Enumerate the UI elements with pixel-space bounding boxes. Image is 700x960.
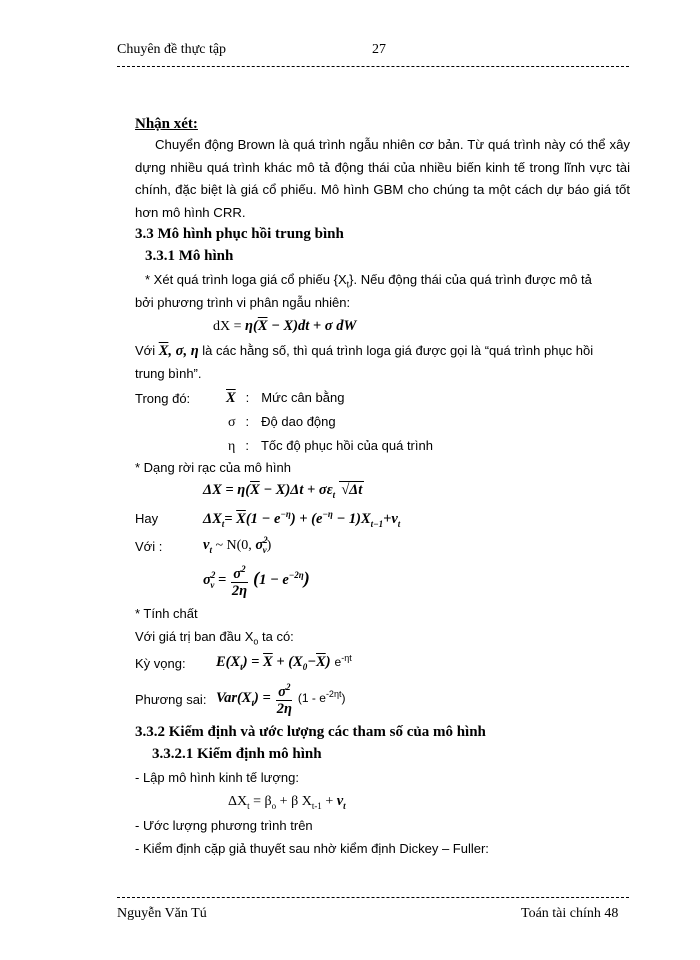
- properties-title: * Tính chất: [135, 606, 198, 621]
- where-item-volatility: σ : Độ dao động: [228, 414, 336, 430]
- bullet-dickey-fuller: - Kiểm định cặp giả thuyết sau nhờ kiểm định Dickey – Fuller:: [135, 841, 489, 856]
- where-item-speed: η : Tốc độ phục hồi của quá trình: [228, 438, 433, 454]
- equation-sde: dX = $\eta(\overline{X} - X)dt + \sigma$ dW: [213, 318, 357, 334]
- voi-label: Với :: [135, 539, 163, 554]
- where-item-equilibrium: $\overline{X}$ : Mức cân bằng: [226, 390, 345, 406]
- heading-3-3: 3.3 Mô hình phục hồi trung bình: [135, 226, 344, 242]
- footer-divider: [117, 897, 629, 898]
- initial-value-line: Với giá trị ban đầu $X_o$ ta có:: [135, 629, 294, 647]
- equation-discrete-alt: $\Delta X_t= \overline{X}(1 - e^{-\eta}) + (e^{-\eta} - 1)X_{t-1}+\nu_t$: [203, 509, 401, 529]
- footer-author: Nguyễn Văn Tú: [117, 906, 207, 921]
- heading-3-3-1: 3.3.1 Mô hình: [145, 248, 234, 264]
- equation-regression: $\Delta X_t = \beta_o + \beta$ $X_{t-1} + \nu_t$: [228, 793, 346, 811]
- heading-3-3-2: 3.3.2 Kiểm định và ước lượng các tham số của mô hình: [135, 724, 486, 740]
- where-label: Trong đó:: [135, 391, 191, 406]
- equation-noise-variance: $\sigma^2_\nu$ = $\frac{\sigma^2}{2\eta}$ $(1 - e^{-2\eta})$: [203, 564, 310, 599]
- intro-line-1: * Xét quá trình loga giá cổ phiếu $\{X_t\}$. Nếu động thái của quá trình được mô tả: [145, 272, 592, 290]
- bullet-estimate: - Ước lượng phương trình trên: [135, 818, 313, 833]
- hay-label: Hay: [135, 511, 159, 526]
- remark-title: Nhận xét:: [135, 116, 198, 132]
- bullet-econometric-model: - Lập mô hình kinh tế lượng:: [135, 770, 299, 785]
- footer-course: Toán tài chính 48: [521, 906, 619, 921]
- variance-formula: $Var(X_t)$ = $\frac{\sigma^2}{2\eta}$ $(1 - e^{-2\eta t})$: [216, 682, 346, 717]
- header-page-number: 27: [372, 42, 386, 57]
- expectation-label: Kỳ vọng:: [135, 656, 186, 671]
- discrete-title: * Dạng rời rạc của mô hình: [135, 460, 291, 475]
- intro-line-2: bởi phương trình vi phân ngẫu nhiên:: [135, 295, 351, 310]
- constants-line-1: Với $\overline{X}$, σ, η là các hằng số, thì quá trình loga giá được gọi là “quá trình phục hồi: [135, 343, 594, 359]
- equation-discrete: $\Delta X = \eta(\overline{X} - X)\Delta t + \sigma\varepsilon_t$ √Δt: [203, 482, 363, 500]
- variance-label: Phương sai:: [135, 692, 207, 707]
- expectation-formula: $E(X_t) = \overline{X} + (X_0-\overline{X})$ $e^{-\eta t}$: [216, 653, 352, 672]
- equation-noise: $\nu_t$ ~ N(0, $\sigma^2_\nu$): [203, 535, 272, 555]
- header-divider: [117, 66, 629, 67]
- heading-3-3-2-1: 3.3.2.1 Kiểm định mô hình: [152, 746, 322, 762]
- header-title: Chuyên đề thực tập: [117, 42, 227, 57]
- constants-line-2: trung bình”.: [135, 366, 202, 381]
- remark-paragraph: Chuyển động Brown là quá trình ngẫu nhiên cơ bản. Từ quá trình này có thể xây dựng nhiều quá trình khác mô tả động thái của nhiều biến kinh tế trong lĩnh vực tài chính, đặc biệt là giá cổ phiếu. Mô hình GBM cho chúng ta một cách dự báo giá tốt hơn mô hình CRR.: [135, 137, 630, 220]
